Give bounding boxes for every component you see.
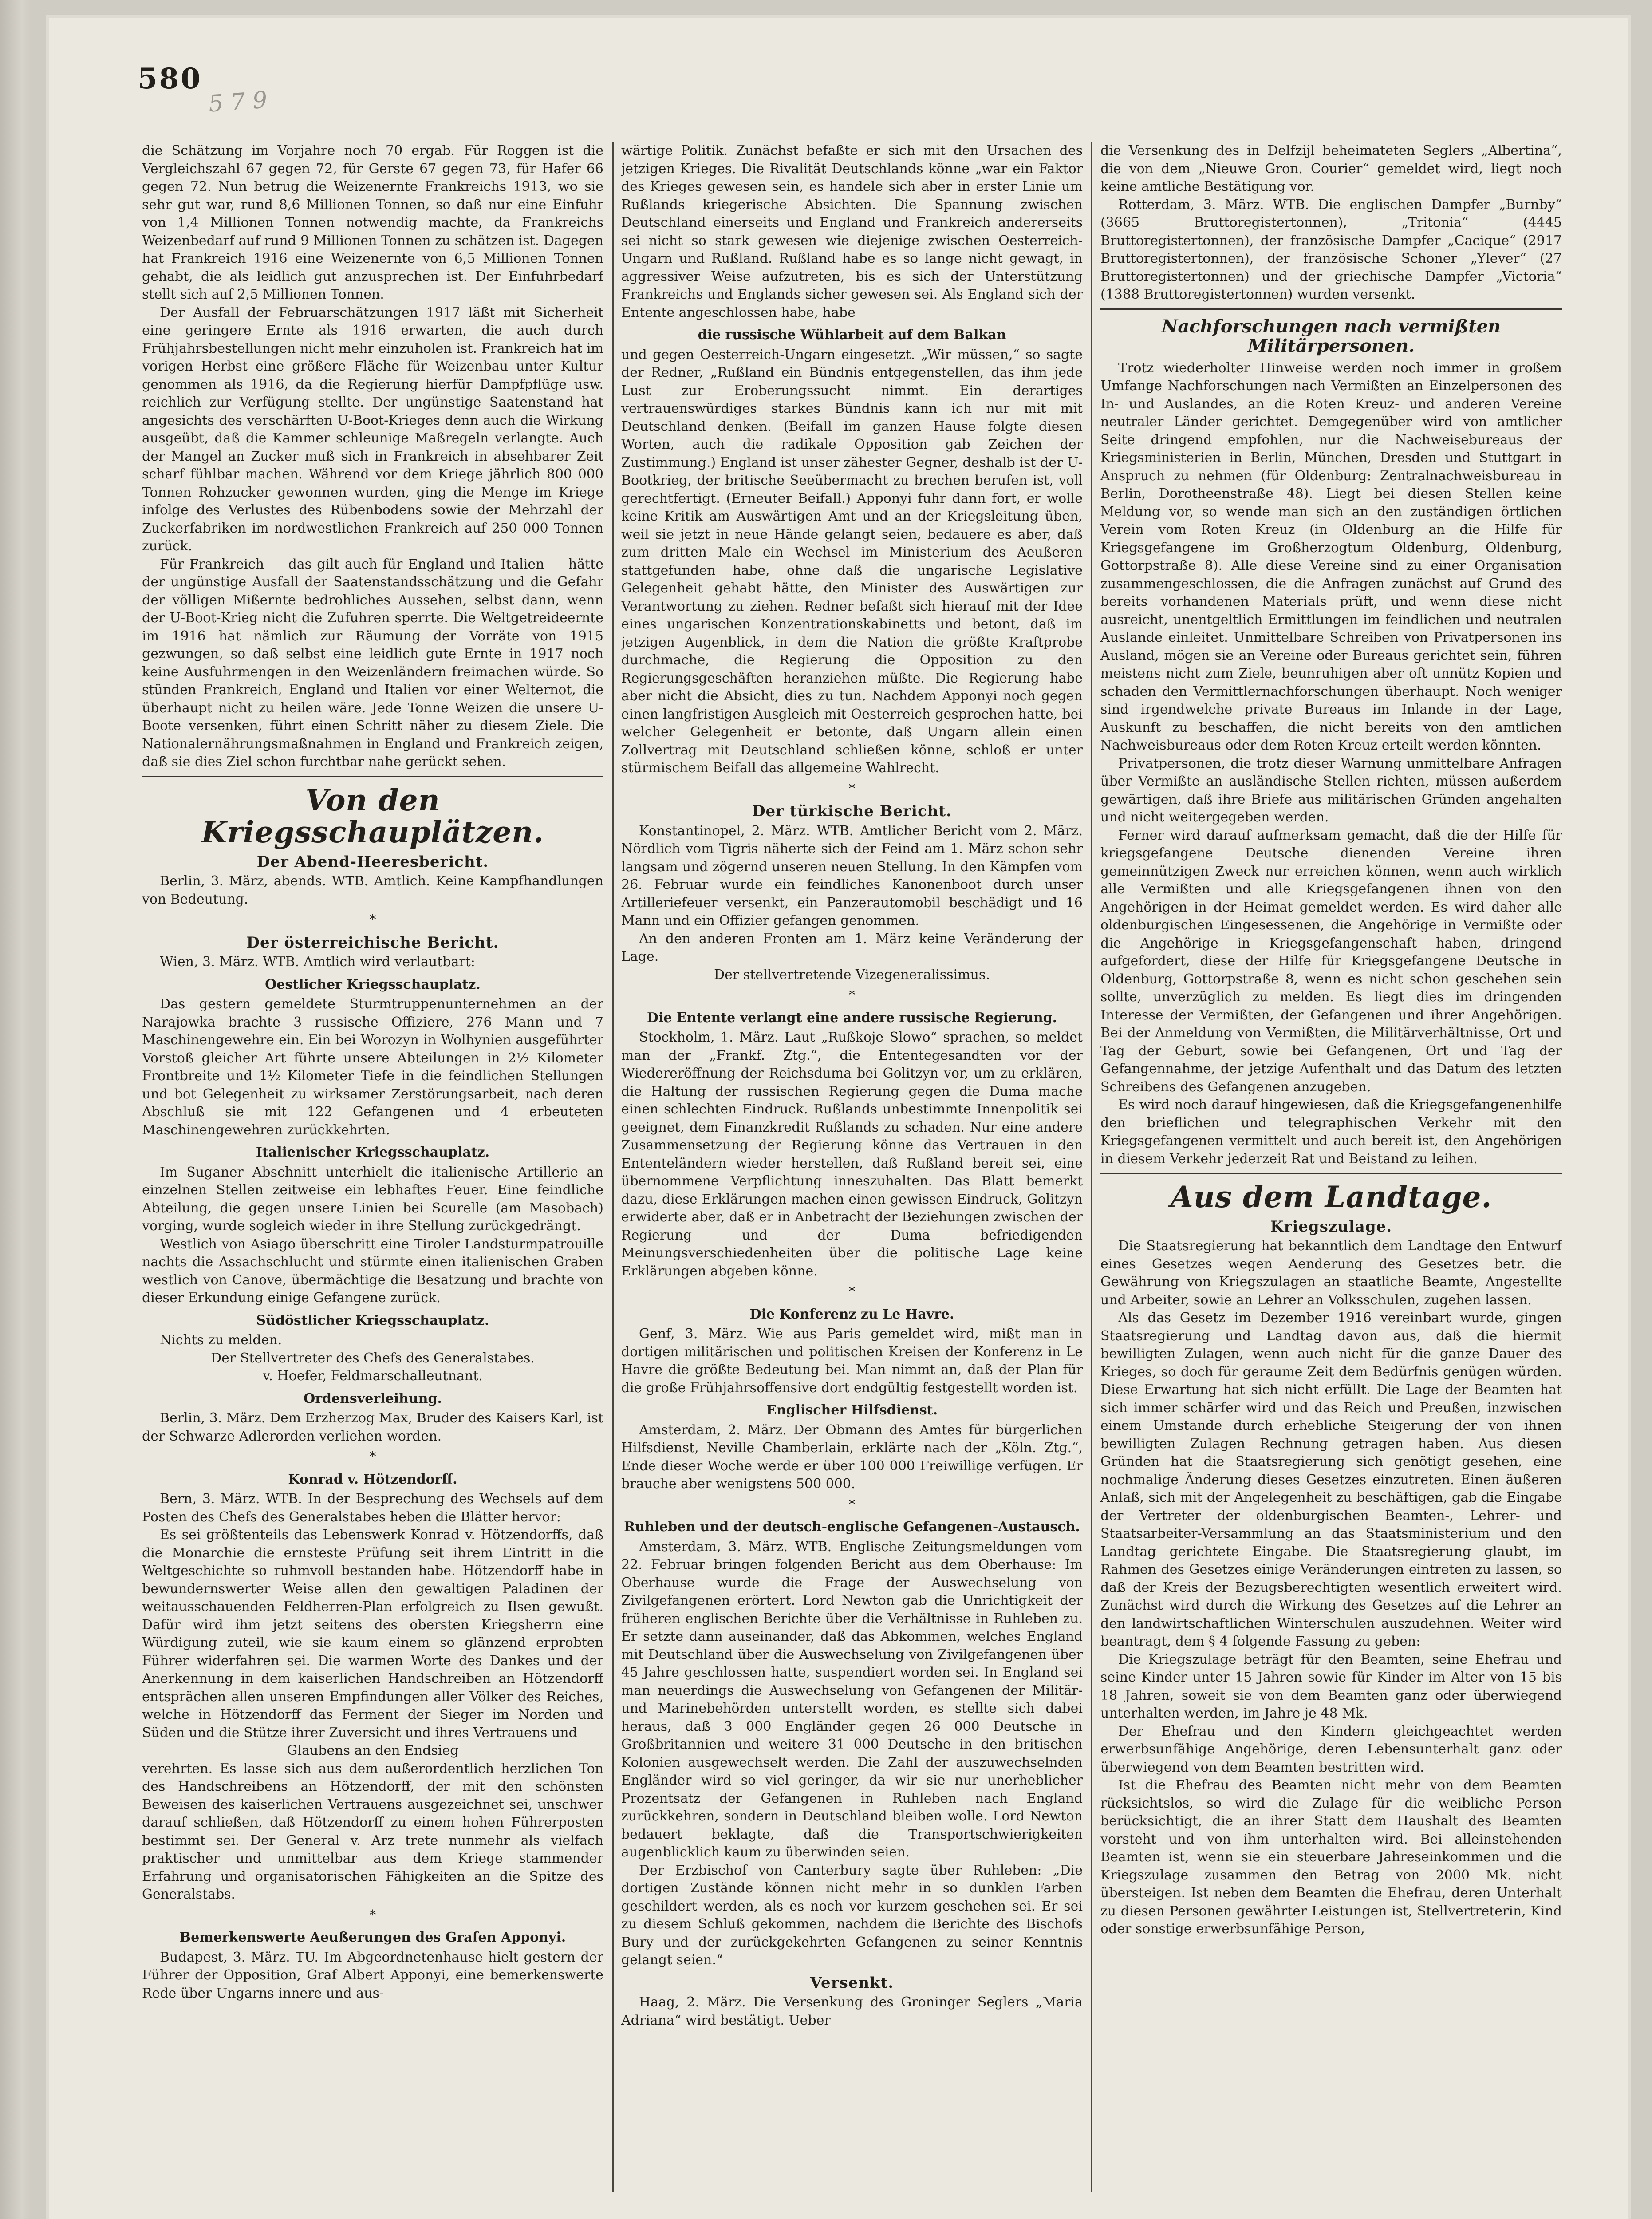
book-binding-shadow bbox=[0, 0, 31, 2219]
article-paragraph: Trotz wiederholter Hinweise werden noch immer in großem Umfange Nachforschungen nach Vermißten an Einzelpersonen des In- und Auslandes, an die Roten Kreuz- und anderen Vereine neutraler Länder gerichtet. Demgegenüber wird von amtlicher Seite dringend empfohlen, nur die Nachweisebureaus der Kriegsministerien in Berlin, München, Dresden und Stuttgart in Anspruch zu nehmen (für Oldenburg: Zentralnachweisbureau in Berlin, Dorotheenstraße 48). Liegt bei diesen Stellen keine Meldung vor, so wende man sich an den zuständigen örtlichen Verein vom Roten Kreuz (in Oldenburg an die Hilfe für Kriegsgefangene im Großherzogtum Oldenburg, Oldenburg, Gottorpstraße 8). Alle diese Vereine sind zu einer Organisation zusammengeschlossen, die die Anfragen zunächst auf Grund des bereits vorhandenen Materials prüft, und wenn diese nicht ausreicht, unentgeltlich Ermittlungen im feindlichen und neutralen Auslande einleitet. Unmittelbare Schreiben von Privatpersonen ins Ausland, mögen sie an Vereine oder Bureaus gerichtet sein, führen meistens nicht zum Ziele, beunruhigen aber oft unnütz Kopien und schaden den Vermittlernachforschungen überhaupt. Noch weniger sind irgendwelche private Bureaus im Inlande in der Lage, Auskunft zu beschaffen, die nicht bereits von den amtlichen Nachweisbureaus oder dem Roten Kreuz erteilt werden könnten. bbox=[1100, 360, 1562, 753]
article-paragraph: Budapest, 3. März. TU. Im Abgeordnetenhause hielt gestern der Führer der Opposition, Graf Albert Apponyi, eine bemerkenswerte Rede über Ungarns innere und aus- bbox=[142, 1949, 603, 2001]
article-paragraph: Das gestern gemeldete Sturmtruppenunternehmen an der Narajowka brachte 3 russische Offiziere, 276 Mann und 7 Maschinengewehre ein. Ein bei Worozyn in Wolhynien ausgeführter Vorstoß gleicher Art führte unsere Abteilungen in 2½ Kilometer Frontbreite und 1½ Kilometer Tiefe in die feindlichen Stellungen und bot Gelegenheit zu wirksamer Zerstörungsarbeit, nach deren Abschluß sie mit 122 Gefangenen und 4 erbeuteten Maschinengewehren zurückkehrten. bbox=[142, 996, 603, 1138]
article-paragraph: Die Staatsregierung hat bekanntlich dem Landtage den Entwurf eines Gesetzes wegen Aenderung des Gesetzes betr. die Gewährung von Kriegszulagen an staatliche Beamte, Angestellte und Arbeiter, sowie an Lehrer an Volksschulen, zugehen lassen. bbox=[1100, 1238, 1562, 1308]
subheading: Englischer Hilfsdienst. bbox=[766, 1402, 938, 1418]
article-heading: Der österreichische Bericht. bbox=[246, 933, 499, 952]
article-heading: Der türkische Bericht. bbox=[752, 802, 952, 820]
article-paragraph: Wien, 3. März. WTB. Amtlich wird verlautbart: bbox=[160, 954, 475, 970]
article-paragraph: Der Ehefrau und den Kindern gleichgeachtet werden erwerbsunfähige Angehörige, deren Lebensunterhalt ganz oder überwiegend von dem Beamten bestritten wird. bbox=[1100, 1723, 1562, 1775]
article-paragraph: Amsterdam, 2. März. Der Obmann des Amtes für bürgerlichen Hilfsdienst, Neville Chamberlain, erklärte nach der „Köln. Ztg.“, Ende dieser Woche werde er über 100 000 Freiwillige verfügen. Er brauche aber wenigstens 500 000. bbox=[621, 1422, 1083, 1492]
article-heading: Kriegszulage. bbox=[1270, 1217, 1392, 1236]
subheading: Ruhleben und der deutsch-englische Gefangenen-Austausch. bbox=[624, 1519, 1080, 1535]
article-paragraph: Bern, 3. März. WTB. In der Besprechung des Wechsels auf dem Posten des Chefs des Generalstabes heben die Blätter hervor: bbox=[142, 1491, 603, 1525]
page-number: 580 bbox=[138, 62, 202, 95]
signature-line: Der Stellvertreter des Chefs des Generalstabes. bbox=[211, 1350, 535, 1366]
column-2 bbox=[621, 142, 1083, 2201]
subheading: Oestlicher Kriegsschauplatz. bbox=[265, 976, 481, 992]
section-divider bbox=[142, 776, 603, 777]
article-paragraph: Für Frankreich — das gilt auch für England und Italien — hätte der ungünstige Ausfall der Saatenstandsschätzung und die Gefahr der völligen Mißernte bedrohliches Aussehen, selbst dann, wenn der U-Boot-Krieg nicht die Zufuhren sperrte. Die Weltgetreideernte im 1916 hat nämlich zur Räumung der Vorräte von 1915 gezwungen, so daß selbst eine leidlich gute Ernte in 1917 noch keine Ausfuhrmengen in den Weizenländern freimachen würde. So stünden Frankreich, England und Italien vor einer Welternot, die überhaupt nicht zu heilen wäre. Jede Tonne Weizen die unsere U-Boote versenken, führt einen Schritt näher zu diesem Ziele. Die Nationalernährungsmaßnahmen in England und Frankreich zeigen, daß sie dies Ziel schon furchtbar nahe gerückt sehen. bbox=[142, 556, 603, 770]
article-paragraph: Haag, 2. März. Die Versenkung des Groninger Seglers „Maria Adriana“ wird bestätigt. Ueber bbox=[621, 1994, 1083, 2028]
article-paragraph: die Schätzung im Vorjahre noch 70 ergab. Für Roggen ist die Vergleichszahl 67 gegen 72, für Gerste 67 gegen 73, für Hafer 66 gegen 72. Nun betrug die Weizenernte Frankreichs 1913, wo sie sehr gut war, rund 8,6 Millionen Tonnen, so daß nur eine Einfuhr von 1,4 Millionen Tonnen notwendig machte, da Frankreichs Weizenbedarf auf rund 9 Millionen Tonnen zu schätzen ist. Dagegen hat Frankreich 1916 eine Weizenernte von 6,5 Millionen Tonnen gehabt, die als leidlich gut anzusprechen ist. Der Einfuhrbedarf stellt sich auf 2,5 Millionen Tonnen. bbox=[142, 143, 603, 302]
article-paragraph: Berlin, 3. März. Dem Erzherzog Max, Bruder des Kaisers Karl, ist der Schwarze Adlerorden verliehen worden. bbox=[142, 1410, 603, 1444]
article-paragraph: Nichts zu melden. bbox=[160, 1332, 282, 1348]
article-paragraph: wärtige Politik. Zunächst befaßte er sich mit den Ursachen des jetzigen Krieges. Die Rivalität Deutschlands könne „war ein Faktor des Krieges gewesen sein, es handele sich aber in erster Linie um Rußlands kriegerische Absichten. Die Spannung zwischen Deutschland einerseits und England und Frankreich andererseits sei nicht so stark gewesen wie diejenige zwischen Oesterreich-Ungarn und Rußland. Rußland habe es so lange nicht gewagt, in aggressiver Weise aufzutreten, bis es sich der Unterstützung Frankreichs und Englands sicher gewesen sei. Als England sich der Entente angeschlossen habe, habe bbox=[621, 143, 1083, 320]
article-paragraph: Westlich von Asiago überschritt eine Tiroler Landsturmpatrouille nachts die Assachschlucht und stürmte einen italienischen Graben westlich von Canove, übermächtige die Besatzung und brachte von dieser Erkundung einige Gefangene zurück. bbox=[142, 1236, 603, 1306]
article-paragraph: Berlin, 3. März, abends. WTB. Amtlich. Keine Kampfhandlungen von Bedeutung. bbox=[142, 873, 603, 907]
article-heading: Der Abend-Heeresbericht. bbox=[256, 853, 489, 871]
section-divider bbox=[1100, 308, 1562, 310]
subheading: Bemerkenswerte Aeußerungen des Grafen Apponyi. bbox=[179, 1930, 566, 1946]
emphasized-line: Glaubens an den Endsieg bbox=[287, 1743, 459, 1759]
separator-star: * bbox=[848, 1284, 856, 1299]
subheading: Die Entente verlangt eine andere russische Regierung. bbox=[647, 1010, 1057, 1026]
article-paragraph: Die Kriegszulage beträgt für den Beamten, seine Ehefrau und seine Kinder unter 15 Jahren sowie für Kinder im Alter von 15 bis 18 Jahren, soweit sie von dem Beamten ganz oder überwiegend unterhalten werden, im Jahre je 48 Mk. bbox=[1100, 1651, 1562, 1722]
article-paragraph: die Versenkung des in Delfzijl beheimateten Seglers „Albertina“, die von dem „Nieuwe Gron. Courier“ gemeldet wird, liegt noch keine amtliche Bestätigung vor. bbox=[1100, 143, 1562, 194]
subheading: Südöstlicher Kriegsschauplatz. bbox=[256, 1312, 489, 1328]
article-paragraph: Stockholm, 1. März. Laut „Rußkoje Slowo“ sprachen, so meldet man der „Frankf. Ztg.“, die Ententegesandten vor der Wiedereröffnung der Reichsduma bei Golitzyn vor, um zu erklären, die Haltung der russischen Regierung gegen die Duma mache einen schlechten Eindruck. Rußlands unbestimmte Innenpolitik sei geeignet, dem Finanzkredit Rußlands zu schaden. Nur eine andere Zusammensetzung der Regierung könne das Vertrauen in den Ententeländern wieder herstellen, daß Rußland bereit sei, eine übernommene Verpflichtung inneszuhalten. Das Blatt bemerkt dazu, diese Erklärungen machen einen gewissen Eindruck, Golitzyn erwiderte aber, daß er in Anbetracht der Beziehungen zwischen der Regierung und der Duma befriedigenden Meinungsverschiedenheiten über die politische Lage keine Erklärungen abgeben könne. bbox=[621, 1030, 1083, 1279]
article-paragraph: Im Suganer Abschnitt unterhielt die italienische Artillerie an einzelnen Stellen zeitweise ein lebhaftes Feuer. Eine feindliche Abteilung, die gegen unsere Linien bei Scurelle (am Masobach) vorging, wurde sogleich wieder in ihre Stellung zurückgedrängt. bbox=[142, 1164, 603, 1234]
separator-star: * bbox=[369, 1449, 376, 1465]
section-heading: Von den Kriegsschauplätzen. bbox=[201, 782, 544, 850]
article-paragraph: Amsterdam, 3. März. WTB. Englische Zeitungsmeldungen vom 22. Februar bringen folgenden Bericht aus dem Oberhause: Im Oberhause wurde die Frage der Auswechselung von Zivilgefangenen erörtert. Lord Newton gab die Unrichtigkeit der früheren englischen Berichte über die Verhältnisse in Ruhleben zu. Er setzte dann auseinander, daß das Abkommen, welches England mit Deutschland über die Auswechselung von Zivilgefangenen über 45 Jahre geschlossen hatte, suspendiert worden sei. In England sei man neuerdings die Auswechselung von Gefangenen der Militär- und Marinebehörden unterstellt worden, es stellte sich dabei heraus, daß 3 000 Engländer gegen 26 000 Deutsche in Großbritannien und weitere 31 000 Deutsche in den britischen Kolonien ausgewechselt werden. Die Zahl der auszuwechselnden Engländer wird so viel geringer, da wir sie nur unerheblicher Prozentsatz der Gefangenen in Ruhleben nach England zurückkehren, sondern in Deutschland bleiben wolle. Lord Newton bedauert beklagte, daß die Transportschwierigkeiten augenblicklich kaum zu überwinden seien. bbox=[621, 1539, 1083, 1860]
article-paragraph: Der Ausfall der Februarschätzungen 1917 läßt mit Sicherheit eine geringere Ernte als 1916 erwarten, die auch durch Frühjahrsbestellungen nicht mehr einzuholen ist. Frankreich hat im vorigen Herbst eine größere Fläche für Weizenbau unter Kultur genommen als 1916, da die Regierung hierfür Dampfpflüge usw. reichlich zur Verfügung stellte. Der ungünstige Saatenstand hat angesichts des verschärften U-Boot-Krieges denn auch die Wirkung ausgeübt, daß die Kammer schleunige Maßregeln verlangte. Auch der Mangel an Zucker muß sich in Frankreich in absehbarer Zeit scharf fühlbar machen. Während vor dem Kriege jährlich 800 000 Tonnen Rohzucker gewonnen wurden, ging die Menge im Kriege infolge des Verlustes des Rübenbodens sowie der Mehrzahl der Zuckerfabriken im nordwestlichen Frankreich auf 250 000 Tonnen zurück. bbox=[142, 304, 603, 554]
article-paragraph: Als das Gesetz im Dezember 1916 vereinbart wurde, gingen Staatsregierung und Landtag davon aus, daß die hiermit bewilligten Zulagen, wenn auch nicht für die ganze Dauer des Krieges, so doch für geraume Zeit dem Bedürfnis genügen würden. Diese Erwartung hat sich nicht erfüllt. Die Lage der Beamten hat sich immer schärfer wird und das Reich und Preußen, inzwischen einem Umstande durch erhebliche Steigerung der von ihnen bewilligten Zulagen Rechnung getragen haben. Aus diesen Gründen hat die Staatsregierung sich genötigt gesehen, eine nochmalige Änderung dieses Gesetzes einzutreten. Einen äußeren Anlaß, sich mit der Angelegenheit zu beschäftigen, gab die Eingabe der Vertreter der oldenburgischen Beamten-, Lehrer- und Staatsarbeiter-Versammlung an das Staatsministerium und den Landtag gerichtete Eingabe. Die Staatsregierung glaubt, im Rahmen des Gesetzes einige Veränderungen eintreten zu lassen, so daß der Kreis der Bezugsberechtigten wesentlich erweitert wird. Zunächst wird durch die Wirkung des Gesetzes auf die Lehrer an den landwirtschaftlichen Winterschulen auszudehnen. Weiter wird beantragt, dem § 4 folgende Fassung zu geben: bbox=[1100, 1310, 1562, 1650]
article-paragraph: Genf, 3. März. Wie aus Paris gemeldet wird, mißt man in dortigen militärischen und politischen Kreisen der Konferenz in Le Havre die größte Bedeutung bei. Man nimmt an, daß der Plan für die große Frühjahrsoffensive dort endgültig festgestellt worden ist. bbox=[621, 1326, 1083, 1396]
signature-line: v. Hoefer, Feldmarschalleutnant. bbox=[263, 1368, 483, 1384]
subheading: Italienischer Kriegsschauplatz. bbox=[256, 1145, 490, 1161]
section-heading: Aus dem Landtage. bbox=[1170, 1180, 1492, 1214]
section-divider bbox=[1100, 1173, 1562, 1174]
article-paragraph: Der Erzbischof von Canterbury sagte über Ruhleben: „Die dortigen Zustände können nicht mehr in so dunklen Farben geschildert werden, als es noch vor kurzem geschehen sei. Er sei zu diesem Schluß gekommen, nachdem die Berichte des Bischofs Bury und der zurückgekehrten Gefangenen zu seiner Kenntnis gelangt seien.“ bbox=[621, 1862, 1083, 1968]
section-heading: Nachforschungen nach vermißten Militärpersonen. bbox=[1161, 316, 1501, 356]
column-rule-1 bbox=[612, 142, 614, 2192]
separator-star: * bbox=[369, 912, 376, 928]
subheading: die russische Wühlarbeit auf dem Balkan bbox=[698, 327, 1006, 343]
article-paragraph: Es wird noch darauf hingewiesen, daß die Kriegsgefangenenhilfe den brieflichen und telegraphischen Verkehr mit den Kriegsgefangenen vermittelt und auch bereit ist, den Angehörigen in diesem Verkehr jederzeit Rat und Beistand zu leihen. bbox=[1100, 1097, 1562, 1167]
column-1 bbox=[142, 142, 603, 2201]
signature-line: Der stellvertretende Vizegeneralissimus. bbox=[714, 967, 990, 983]
column-rule-2 bbox=[1091, 142, 1092, 2192]
article-paragraph: An den anderen Fronten am 1. März keine Veränderung der Lage. bbox=[621, 931, 1083, 964]
pencil-annotation: 5 7 9 bbox=[208, 87, 268, 118]
subheading: Konrad v. Hötzendorff. bbox=[288, 1471, 457, 1487]
article-paragraph: und gegen Oesterreich-Ungarn eingesetzt. „Wir müssen,“ so sagte der Redner, „Rußland ein Bündnis entgegenstellen, das ihm jede Lust zur Eroberungssucht nimmt. Ein derartiges vertrauenswürdiges starkes Bündnis kann ich nur mit mit Deutschland denken. (Beifall im ganzen Hause folgte diesen Worten, auch die radikale Opposition gab Zeichen der Zustimmung.) England ist unser zähester Gegner, deshalb ist der U-Bootkrieg, der britische Seeübermacht zu brechen berufen ist, voll gerechtfertigt. (Erneuter Beifall.) Apponyi fuhr dann fort, er wolle keine Kritik am Auswärtigen Amt und an der Kriegsleitung üben, weil sie jetzt in neue Hände gelangt seien, bedauere es aber, daß zum dritten Male ein Wechsel im Ministerium des Aeußeren stattgefunden habe, ohne daß die ungarische Legislative Gelegenheit gehabt hätte, den Minister des Auswärtigen zur Verantwortung zu ziehen. Redner befaßt sich hierauf mit der Idee eines ungarischen Konzentrationskabinetts und betont, daß im jetzigen Augenblick, in dem die Nation die größte Kraftprobe durchmache, die Regierung die Opposition zu den Regierungsgeschäften heranziehen müßte. Die Regierung habe aber nicht die Absicht, dies zu tun. Nachdem Apponyi noch gegen einen langfristigen Ausgleich mit Oesterreich gesprochen hatte, bei welcher Gelegenheit er betonte, daß Ungarn allein einen Zollvertrag mit Deutschland schließen könne, schloß er unter stürmischem Beifall das allgemeine Wahlrecht. bbox=[621, 347, 1083, 776]
subheading: Ordensverleihung. bbox=[304, 1390, 442, 1406]
article-paragraph: verehrten. Es lasse sich aus dem außerordentlich herzlichen Ton des Handschreibens an Hötzendorff, der mit den schönsten Beweisen des kaiserlichen Vertrauens ausgezeichnet sei, unschwer darauf schließen, daß Hötzendorff zu einem hohen Führerposten bestimmt sei. Der General v. Arz trete nunmehr als vielfach praktischer und unmittelbar aus dem Kriege stammender Erfahrung und organisatorischen Fähigkeiten an die Spitze des Generalstabs. bbox=[142, 1761, 603, 1903]
subheading: Die Konferenz zu Le Havre. bbox=[749, 1306, 954, 1322]
separator-star: * bbox=[369, 1907, 376, 1923]
article-paragraph: Rotterdam, 3. März. WTB. Die englischen Dampfer „Burnby“ (3665 Bruttoregistertonnen), „Tritonia“ (4445 Bruttoregistertonnen), der französische Dampfer „Cacique“ (2917 Bruttoregistertonnen), der französische Schoner „Ylever“ (27 Bruttoregistertonnen) und der griechische Dampfer „Victoria“ (1388 Bruttoregistertonnen) wurden versenkt. bbox=[1100, 197, 1562, 302]
separator-star: * bbox=[848, 781, 856, 797]
article-heading: Versenkt. bbox=[810, 1974, 894, 1992]
separator-star: * bbox=[848, 1496, 856, 1512]
column-3 bbox=[1100, 142, 1562, 2201]
article-paragraph: Es sei größtenteils das Lebenswerk Konrad v. Hötzendorffs, daß die Monarchie die ernsteste Prüfung seit ihrem Eintritt in die Weltgeschichte so ruhmvoll bestanden habe. Hötzendorff habe in bewundernswerter Weise allen den gewaltigen Paladinen der weitausschauenden Feldherren-Plan erfolgreich zu Ilsen gewußt. Dafür wird ihm jetzt seitens des obersten Kriegsherrn eine Würdigung zuteil, wie sie kaum einem so glänzend erprobten Führer widerfahren sei. Die warmen Worte des Dankes und der Anerkennung in dem kaiserlichen Handschreiben an Hötzendorff entsprächen allen unseren Empfindungen aller Völker des Reiches, welche in Hötzendorff das Ferment der Sieger im Norden und Süden und die Stütze ihrer Zuversicht und ihres Vertrauens und bbox=[142, 1527, 603, 1741]
separator-star: * bbox=[848, 987, 856, 1003]
article-paragraph: Privatpersonen, die trotz dieser Warnung unmittelbare Anfragen über Vermißte an ausländische Stellen richten, müssen außerdem gewärtigen, daß ihre Briefe aus militärischen Gründen angehalten und nicht weitergegeben werden. bbox=[1100, 755, 1562, 825]
article-paragraph: Ist die Ehefrau des Beamten nicht mehr von dem Beamten rücksichtslos, so wird die Zulage für die weibliche Person berücksichtigt, die an ihrer Statt dem Haushalt des Beamten vorsteht und von ihm unterhalten wird. Bei alleinstehenden Beamten ist, wenn sie ein steuerbare Jahreseinkommen und die Kriegszulage zusammen den Betrag von 2000 Mk. nicht übersteigen. Ist neben dem Beamten die Ehefrau, deren Unterhalt zu diesen Personen gewährter Leistungen ist, Stellvertreterin, Kind oder sonstige erwerbsunfähige Person, bbox=[1100, 1777, 1562, 1937]
article-paragraph: Ferner wird darauf aufmerksam gemacht, daß die der Hilfe für kriegsgefangene Deutsche dienenden Vereine ihren gemeinnützigen Zweck nur erreichen können, wenn auch wirklich alle Vermißten und alle Kriegsgefangenen ihnen von den Angehörigen in der Heimat gemeldet werden. Es wird daher alle oldenburgischen Eingesessenen, die Angehörige in Vermißte oder die Angehörige in Kriegsgefangenschaft haben, dringend aufgefordert, diese der Hilfe für Kriegsgefangene Deutsche in Oldenburg, Gottorpstraße 8, wenn es nicht schon geschehen sein sollte, unverzüglich zu melden. Es liegt dies im dringenden Interesse der Vermißten, der Gefangenen und ihrer Angehörigen. Bei der Anmeldung von Vermißten, die Militärverhältnisse, Ort und Tag der Geburt, sowie bei Gefangenen, Ort und Tag der Gefangennahme, der jetzige Aufenthalt und das Datum des letzten Schreibens des Gefangenen anzugeben. bbox=[1100, 827, 1562, 1095]
article-paragraph: Konstantinopel, 2. März. WTB. Amtlicher Bericht vom 2. März. Nördlich vom Tigris näherte sich der Feind am 1. März schon sehr langsam und zögernd unseren neuen Stellung. In den Kämpfen vom 26. Februar wurde ein feindliches Kanonenboot durch unser Artilleriefeuer versenkt, ein Panzerautomobil beschädigt und 16 Mann und ein Offizier gefangen genommen. bbox=[621, 823, 1083, 928]
